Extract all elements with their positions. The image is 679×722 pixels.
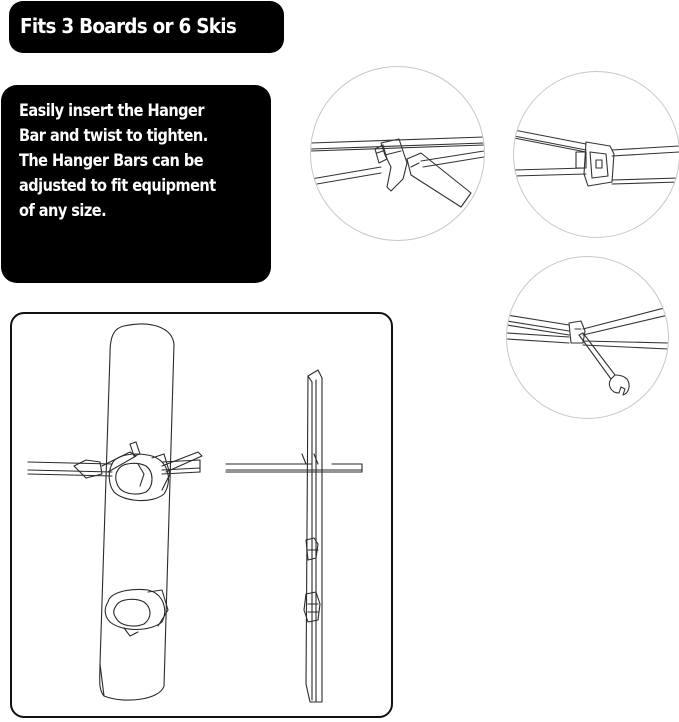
detail-wrench-circle [506,256,669,419]
wrench-tighten-illustration [507,257,668,418]
description-line: Easily insert the Hanger [19,101,205,120]
description-line: adjusted to fit equipment [19,176,216,195]
description-text [19,98,248,223]
description-line: of any size. [19,201,107,220]
description-line: Bar and twist to tighten. [19,126,208,145]
detail-twist-circle [513,71,679,238]
description-panel [1,85,271,283]
detail-insert-circle [310,66,485,241]
title-banner [9,1,284,53]
product-illustration-frame [10,312,393,718]
snowboard-and-skis-illustration [12,314,393,718]
title-text: Fits 3 Boards or 6 Skis [20,14,237,38]
hanger-bar-insert-illustration [311,67,484,240]
hanger-bar-twist-illustration [514,72,679,237]
description-line: The Hanger Bars can be [19,151,204,170]
